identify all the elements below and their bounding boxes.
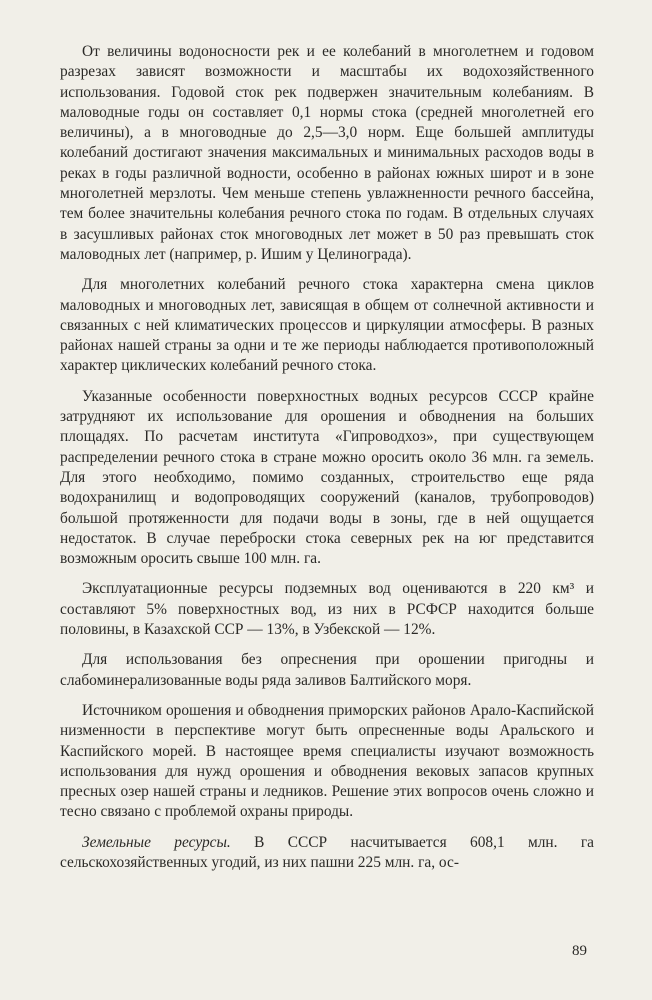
- paragraph-multiyear-cycles: Для многолетних колебаний речного стока характерна смена циклов маловодных и многоводных лет, зависящая в общем от солнечной активности и связанных с ней климатических процессов и циркуляции атмосферы. В разных районах нашей страны за одни и те же периоды наблюдается противоположный характер циклических колебаний речного стока.: [60, 276, 594, 375]
- paragraph-river-flow-variability: От величины водоносности рек и ее колебаний в многолетнем и годовом разрезах зависят возможности и масштабы их водохозяйственного использования. Годовой сток рек подвержен значительным колебаниям. В маловодные годы он составляет 0,1 нормы стока (средней многолетней его величины), а в многоводные до 2,5—3,0 норм. Еще большей амплитуды колебаний достигают значения максимальных и минимальных расходов воды в реках в годы различной водности, особенно в районах южных широт и в зоне многолетней мерзлоты. Чем меньше степень увлажненности речного бассейна, тем более значительны колебания речного стока по годам. В отдельных случаях в засушливых районах сток многоводных лет может в 50 раз превышать сток маловодных лет (например, р. Ишим у Целинограда).: [60, 43, 594, 263]
- paragraph-groundwater-resources: Эксплуатационные ресурсы подземных вод оцениваются в 220 км³ и составляют 5% поверхностных вод, из них в РСФСР находится больше половины, в Казахской ССР — 13%, в Узбекской — 12%.: [60, 580, 594, 639]
- page-text: [60, 42, 594, 883]
- paragraph-aral-caspian-lowland: Источником орошения и обводнения приморских районов Арало-Каспийской низменности в перспективе могут быть опресненные воды Аральского и Каспийского морей. В настоящее время специалисты изучают возможность использования для нужд орошения и обводнения вековых запасов крупных пресных озер нашей страны и ледников. Решение этих вопросов очень сложно и тесно связано с проблемой охраны природы.: [60, 701, 594, 821]
- land-resources-text: В СССР насчитывается 608,1 млн. га сельскохозяйственных угодий, из них пашни 225 млн. га, ос-: [60, 833, 595, 871]
- paragraph-land-resources: [60, 833, 594, 874]
- land-resources-heading: Земельные ресурсы.: [82, 833, 231, 851]
- paragraph-baltic-waters: Для использования без опреснения при орошении пригодны и слабоминерализованные воды ряда заливов Балтийского моря.: [60, 651, 594, 689]
- page-number: 89: [572, 943, 587, 959]
- paragraph-irrigation-resources: Указанные особенности поверхностных водных ресурсов СССР крайне затрудняют их использование для орошения и обводнения на больших площадях. По расчетам института «Гипроводхоз», при существующем распределении речного стока в стране можно оросить около 36 млн. га земель. Для этого необходимо, помимо созданных, строительство еще ряда водохранилищ и водопроводящих сооружений (каналов, трубопроводов) большой протяженности для подачи воды в зоны, где в ней ощущается недостаток. В случае переброски стока северных рек на юг представится возможным оросить свыше 100 млн. га.: [60, 387, 594, 568]
